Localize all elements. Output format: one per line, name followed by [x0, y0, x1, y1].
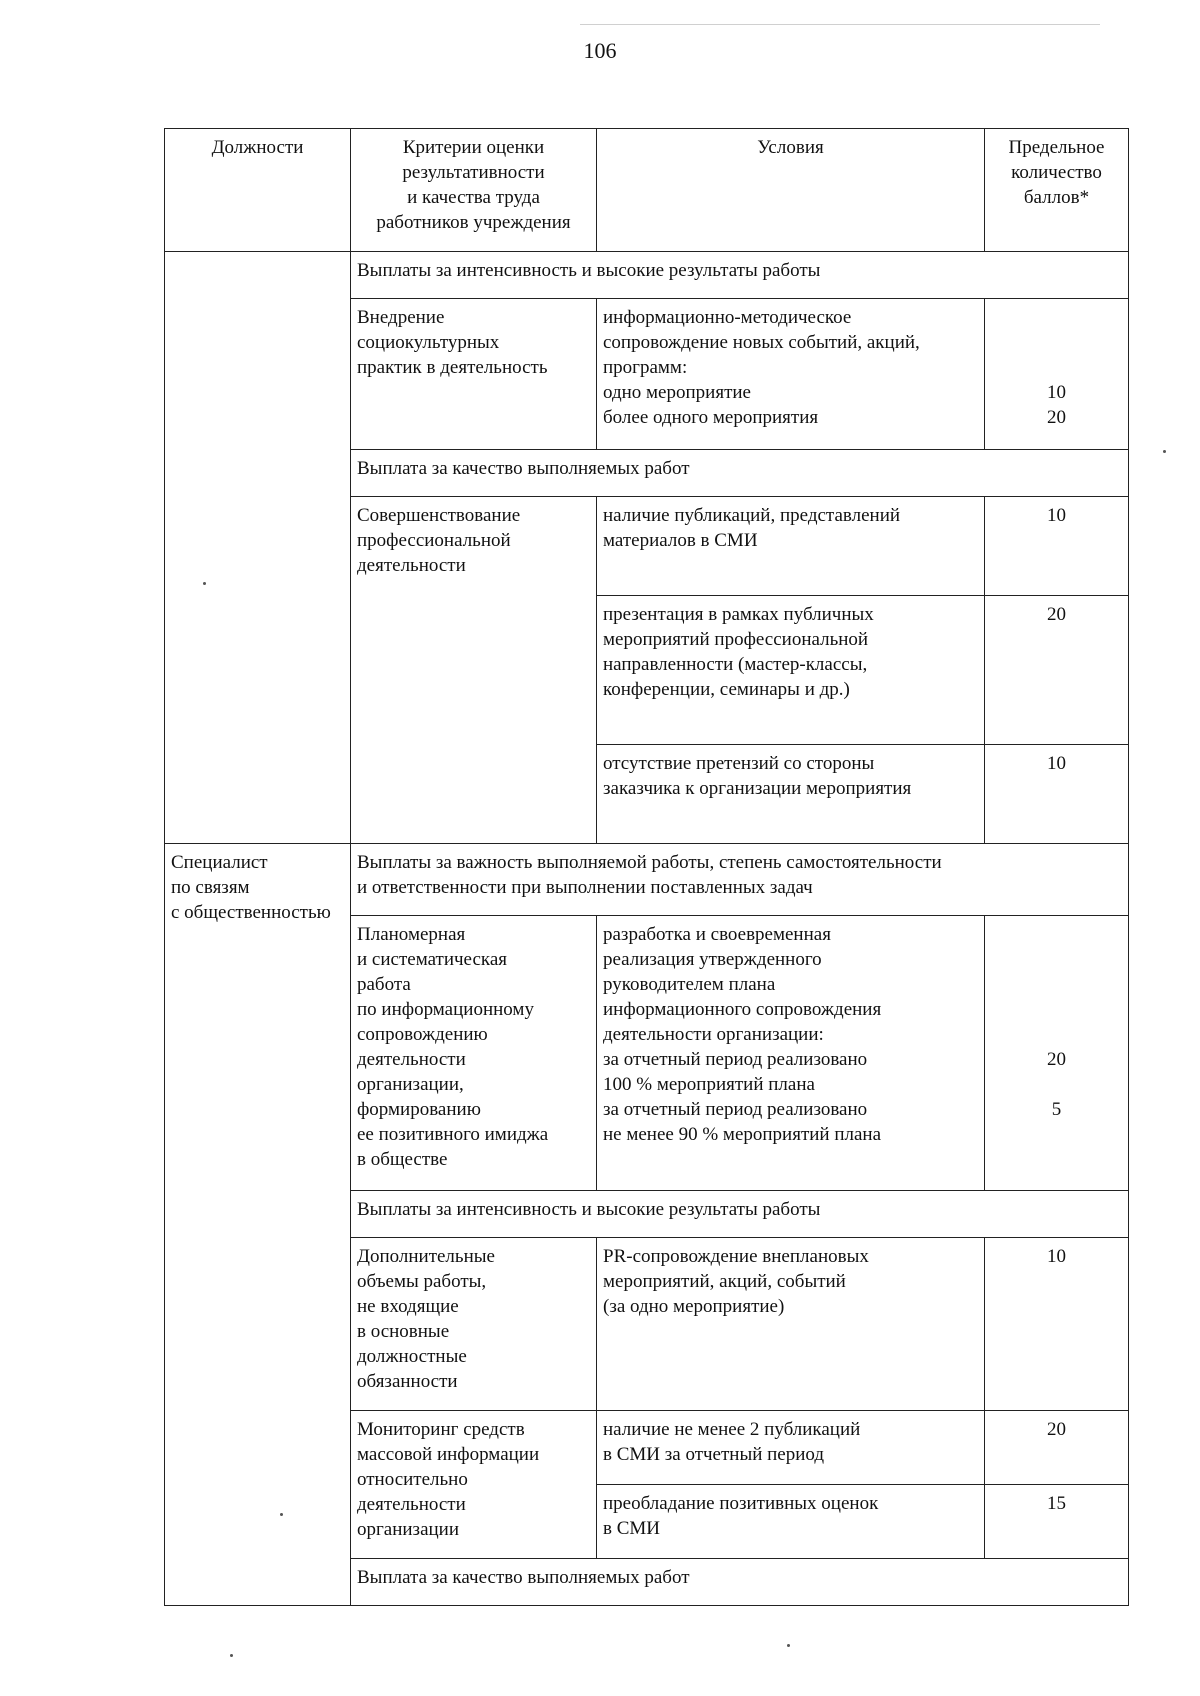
scan-speck: [280, 1513, 283, 1516]
criterion-cell: Внедрение социокультурных практик в деятельность: [351, 299, 597, 450]
criterion-cell: Совершенствование профессиональной деятельности: [351, 497, 597, 844]
section-title: Выплаты за важность выполняемой работы, степень самостоятельности и ответственности при выполнении поставленных задач: [351, 844, 1129, 916]
condition-cell: PR-сопровождение внеплановых мероприятий, акций, событий (за одно мероприятие): [597, 1238, 985, 1411]
criteria-table: [164, 128, 1129, 1606]
criterion-cell: Мониторинг средств массовой информации относительно деятельности организации: [351, 1411, 597, 1559]
points-value: 10: [1047, 382, 1066, 403]
section-title: Выплата за качество выполняемых работ: [351, 1559, 1129, 1606]
header-conditions: Условия: [597, 129, 985, 252]
points-value: 20: [1047, 407, 1066, 428]
condition-cell: презентация в рамках публичных мероприятий профессиональной направленности (мастер-классы, конференции, семинары и др.): [597, 596, 985, 745]
condition-cell: наличие не менее 2 публикаций в СМИ за отчетный период: [597, 1411, 985, 1485]
scan-speck: [787, 1644, 790, 1647]
points-cell: 10: [985, 497, 1129, 596]
points-cell: 20: [985, 1411, 1129, 1485]
points-cell: [985, 299, 1129, 450]
position-cell-empty: [165, 252, 351, 844]
section-row: [165, 252, 1129, 299]
scan-speck: [1163, 450, 1166, 453]
condition-cell: наличие публикаций, представлений материалов в СМИ: [597, 497, 985, 596]
page-number: 106: [583, 38, 617, 63]
points-cell: 10: [985, 745, 1129, 844]
points-cell: [985, 916, 1129, 1191]
criterion-cell: Планомерная и систематическая работа по информационному сопровождению деятельности организации, формированию ее позитивного имиджа в обществе: [351, 916, 597, 1191]
scan-speck: [230, 1654, 233, 1657]
points-value: 20: [1047, 1049, 1066, 1070]
points-cell: 15: [985, 1485, 1129, 1559]
scan-artifact: [580, 24, 1100, 25]
position-cell: Специалист по связям с общественностью: [165, 844, 351, 1606]
section-row: [165, 844, 1129, 916]
points-cell: 20: [985, 596, 1129, 745]
condition-cell: преобладание позитивных оценок в СМИ: [597, 1485, 985, 1559]
points-value: 5: [1051, 1099, 1062, 1120]
section-title: Выплата за качество выполняемых работ: [351, 450, 1129, 497]
section-title: Выплаты за интенсивность и высокие результаты работы: [351, 252, 1129, 299]
criterion-cell: Дополнительные объемы работы, не входящие в основные должностные обязанности: [351, 1238, 597, 1411]
points-cell: 10: [985, 1238, 1129, 1411]
header-criteria: Критерии оценки результативности и качества труда работников учреждения: [351, 129, 597, 252]
header-max-points: Предельное количество баллов*: [985, 129, 1129, 252]
section-title: Выплаты за интенсивность и высокие результаты работы: [351, 1191, 1129, 1238]
scan-speck: [203, 582, 206, 585]
table-header-row: [165, 129, 1129, 252]
header-positions: Должности: [165, 129, 351, 252]
condition-cell: разработка и своевременная реализация утвержденного руководителем плана информационного сопровождения деятельности организации: за отчетный период реализовано 100 % мероприятий плана за отчетный период реализовано не менее 90 % мероприятий плана: [597, 916, 985, 1191]
condition-cell: информационно-методическое сопровождение новых событий, акций, программ: одно мероприятие более одного мероприятия: [597, 299, 985, 450]
condition-cell: отсутствие претензий со стороны заказчика к организации мероприятия: [597, 745, 985, 844]
